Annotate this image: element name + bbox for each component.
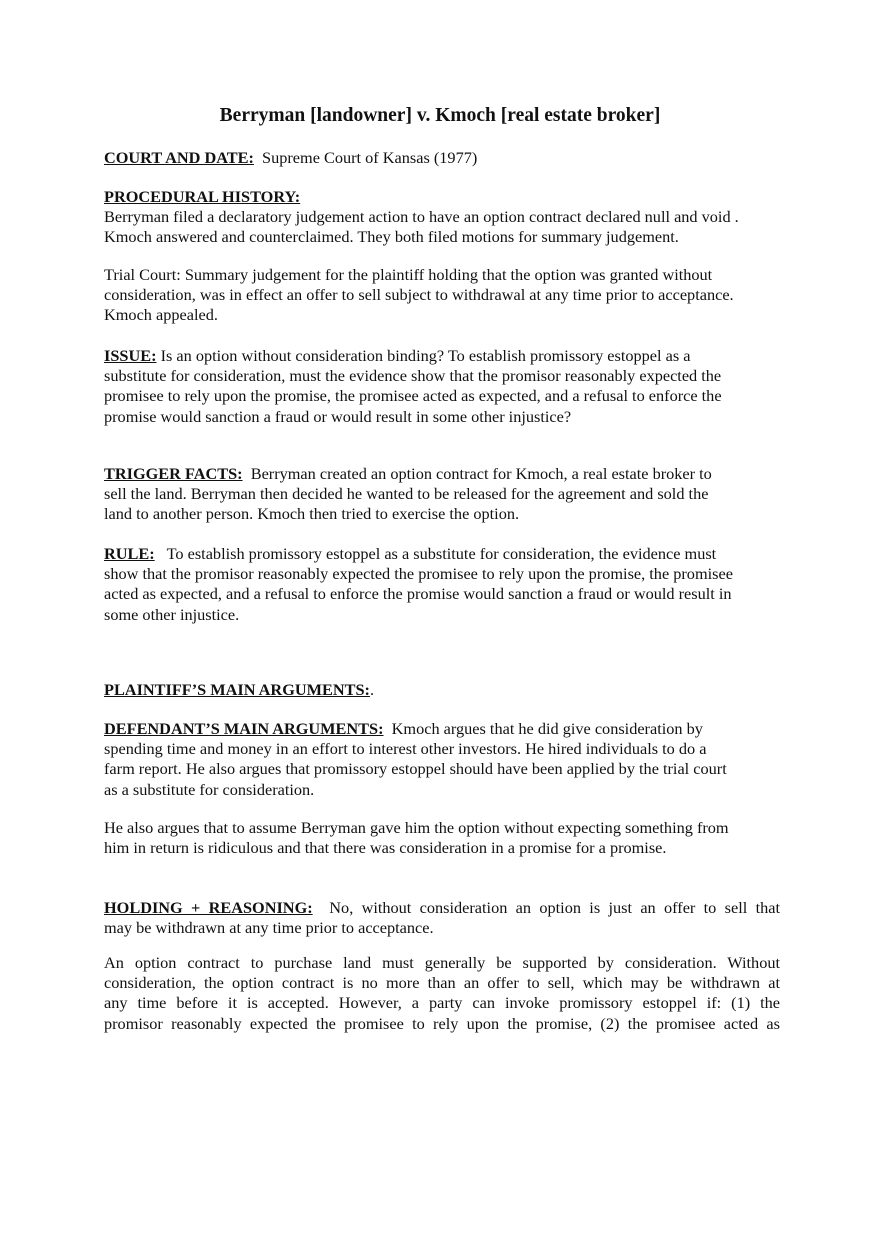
rule-label: RULE: <box>104 544 155 563</box>
procedural-history-section <box>104 187 780 248</box>
reasoning-line: consideration, the option contract is no more than an offer to sell, which may be withdrawn at <box>104 973 780 993</box>
procedural-history-line: Berryman filed a declaratory judgement action to have an option contract declared null and void . <box>104 207 739 227</box>
reasoning-line: promisor reasonably expected the promisee to rely upon the promise, (2) the promisee acted as <box>104 1013 780 1033</box>
issue-line: promisee to rely upon the promise, the promisee acted as expected, and a refusal to enforce the <box>104 386 722 406</box>
holding-label: HOLDING + REASONING: <box>104 898 313 917</box>
holding-section <box>104 898 780 938</box>
plaintiff-arguments-text: . <box>369 680 375 699</box>
reasoning-line: any time before it is accepted. However, a party can invoke promissory estoppel if: (1) the <box>104 993 780 1013</box>
issue-label: ISSUE: <box>104 346 157 365</box>
defendant-arguments-label: DEFENDANT’S MAIN ARGUMENTS: <box>104 719 384 738</box>
court-and-date-section <box>104 148 780 168</box>
rule-line: show that the promisor reasonably expected the promisee to rely upon the promise, the promisee <box>104 564 733 584</box>
trial-court-line: consideration, was in effect an offer to sell subject to withdrawal at any time prior to acceptance. <box>104 285 734 305</box>
procedural-history-line: Kmoch answered and counterclaimed. They both filed motions for summary judgement. <box>104 227 679 247</box>
defendant-arguments-text: Kmoch argues that he did give consideration by <box>391 719 703 738</box>
defendant-arguments-line: He also argues that to assume Berryman gave him the option without expecting something from <box>104 818 729 837</box>
procedural-history-label: PROCEDURAL HISTORY: <box>104 187 301 206</box>
rule-text: To establish promissory estoppel as a substitute for consideration, the evidence must <box>166 544 717 563</box>
trigger-facts-text: Berryman created an option contract for Kmoch, a real estate broker to <box>250 464 712 483</box>
defendant-arguments-line: farm report. He also argues that promissory estoppel should have been applied by the trial court <box>104 759 727 779</box>
reasoning-line: An option contract to purchase land must generally be supported by consideration. Without <box>104 953 780 972</box>
trial-court-line: Kmoch appealed. <box>104 305 218 325</box>
reasoning-section <box>104 953 780 1034</box>
trial-court-section <box>104 265 780 326</box>
issue-section <box>104 346 780 427</box>
plaintiff-arguments-label: PLAINTIFF’S MAIN ARGUMENTS: <box>104 680 370 699</box>
trigger-facts-line: land to another person. Kmoch then tried to exercise the option. <box>104 504 520 524</box>
issue-text: Is an option without consideration binding? To establish promissory estoppel as a <box>160 346 691 365</box>
issue-line: substitute for consideration, must the evidence show that the promisor reasonably expected the <box>104 366 722 386</box>
trigger-facts-line: sell the land. Berryman then decided he wanted to be released for the agreement and sold the <box>104 484 709 504</box>
court-and-date-label: COURT AND DATE: <box>104 148 254 167</box>
holding-text: No, without consideration an option is just an offer to sell that <box>329 898 780 917</box>
defendant-arguments-line: as a substitute for consideration. <box>104 779 315 799</box>
trigger-facts-label: TRIGGER FACTS: <box>104 464 243 483</box>
issue-line: promise would sanction a fraud or would result in some other injustice? <box>104 406 572 426</box>
holding-line: may be withdrawn at any time prior to acceptance. <box>104 918 434 938</box>
defendant-arguments-section <box>104 719 780 800</box>
defendant-arguments-line: him in return is ridiculous and that there was consideration in a promise for a promise. <box>104 838 667 858</box>
court-and-date-text: Supreme Court of Kansas (1977) <box>262 148 478 167</box>
case-title: Berryman [landowner] v. Kmoch [real estate broker] <box>219 105 661 126</box>
rule-line: acted as expected, and a refusal to enforce the promise would sanction a fraud or would result in <box>104 584 732 604</box>
trigger-facts-section <box>104 464 780 525</box>
rule-line: some other injustice. <box>104 604 240 624</box>
rule-section <box>104 544 780 625</box>
defendant-arguments-continued <box>104 818 780 858</box>
plaintiff-arguments-section <box>104 680 780 700</box>
defendant-arguments-line: spending time and money in an effort to interest other investors. He hired individuals to do a <box>104 739 707 759</box>
trial-court-line: Trial Court: Summary judgement for the plaintiff holding that the option was granted without <box>104 265 713 284</box>
